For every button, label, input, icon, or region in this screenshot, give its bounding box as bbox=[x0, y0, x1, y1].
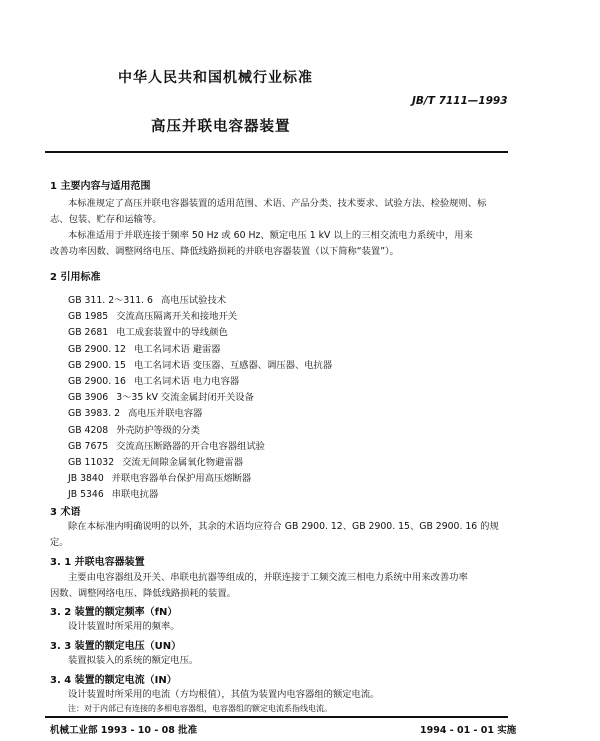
term-3-4-heading: 3. 4 装置的额定电流（IN） bbox=[50, 675, 177, 686]
section-1-para2-line2: 改善功率因数、调整网络电压、降低线路损耗的并联电容器装置（以下简称“装置”）。 bbox=[50, 246, 399, 257]
reference-title: 外壳防护等级的分类 bbox=[116, 424, 200, 436]
section-1-para1-line2: 志、包装、贮存和运输等。 bbox=[50, 214, 162, 225]
reference-item bbox=[68, 293, 332, 309]
reference-item bbox=[68, 439, 332, 455]
reference-title: 串联电抗器 bbox=[111, 489, 159, 501]
term-3-4-text: 设计装置时所采用的电流（方均根值），其值为装置内电容器组的额定电流。 bbox=[68, 689, 380, 700]
term-3-2-heading: 3. 2 装置的额定频率（fN） bbox=[50, 607, 178, 618]
reference-item bbox=[68, 325, 332, 341]
reference-item bbox=[68, 358, 332, 374]
reference-title: 电工成套装置中的导线颜色 bbox=[116, 327, 228, 339]
reference-item bbox=[68, 309, 332, 325]
reference-title: 高电压试验技术 bbox=[160, 295, 227, 306]
reference-item bbox=[68, 390, 332, 406]
term-3-3-text: 装置拟装入的系统的额定电压。 bbox=[68, 655, 199, 666]
section-1-para2-line1: 本标准适用于并联连接于频率 50 Hz 或 60 Hz、额定电压 1 kV 以上的三相交流电力系统中，用来 bbox=[68, 230, 473, 241]
reference-title: 电工名词术语 避雷器 bbox=[133, 343, 221, 355]
reference-list bbox=[68, 293, 332, 504]
term-3-3-heading: 3. 3 装置的额定电压（UN） bbox=[50, 641, 182, 652]
standard-body-heading: 中华人民共和国机械行业标准 bbox=[118, 70, 313, 86]
reference-code: GB 1985 bbox=[68, 311, 109, 323]
reference-code: GB 11032 bbox=[68, 457, 115, 469]
footer-rule bbox=[45, 716, 508, 718]
reference-item bbox=[68, 455, 332, 471]
term-note: 注：对于内部已有连接的多相电容器组，电容器组的额定电流系指线电流。 bbox=[68, 704, 332, 713]
section-3-heading: 3 术语 bbox=[50, 507, 81, 518]
reference-code: GB 2900. 12 bbox=[68, 343, 126, 355]
reference-title: 电工名词术语 变压器、互感器、调压器、电抗器 bbox=[133, 359, 333, 371]
document-title: 高压并联电容器装置 bbox=[151, 119, 291, 135]
reference-code: JB 5346 bbox=[68, 489, 104, 501]
reference-title: 高电压并联电容器 bbox=[128, 408, 203, 420]
reference-code: GB 2900. 15 bbox=[68, 359, 126, 371]
reference-code: GB 311. 2～311. 6 bbox=[68, 295, 153, 306]
reference-code: GB 2681 bbox=[68, 327, 109, 339]
reference-item bbox=[68, 423, 332, 439]
reference-code: GB 3983. 2 bbox=[68, 408, 121, 420]
term-3-1-line1: 主要由电容器组及开关、串联电抗器等组成的，并联连接于工频交流三相电力系统中用来改善功率 bbox=[68, 572, 468, 583]
term-3-1-heading: 3. 1 并联电容器装置 bbox=[50, 557, 145, 568]
header-rule bbox=[45, 151, 508, 153]
standard-number: JB/T 7111—1993 bbox=[412, 95, 508, 107]
reference-code: JB 3840 bbox=[68, 473, 104, 485]
reference-code: GB 2900. 16 bbox=[68, 376, 126, 388]
reference-title: 交流高压断路器的开合电容器组试验 bbox=[116, 440, 265, 452]
section-1-heading: 1 主要内容与适用范围 bbox=[50, 181, 151, 192]
reference-item bbox=[68, 487, 332, 503]
reference-title: 并联电容器单台保护用高压熔断器 bbox=[111, 473, 252, 485]
section-3-intro-line2: 定。 bbox=[50, 537, 69, 548]
approval-date: 机械工业部 1993 - 10 - 08 批准 bbox=[50, 725, 198, 736]
reference-item bbox=[68, 471, 332, 487]
term-3-1-line2: 因数、调整网络电压、降低线路损耗的装置。 bbox=[50, 588, 236, 599]
reference-title: 电工名词术语 电力电容器 bbox=[133, 376, 240, 388]
reference-title: 交流无间隙金属氧化物避雷器 bbox=[122, 457, 243, 469]
reference-item bbox=[68, 342, 332, 358]
reference-item bbox=[68, 374, 332, 390]
section-3-intro-line1: 除在本标准内明确说明的以外，其余的术语均应符合 GB 2900. 12、GB 2900. 15、GB 2900. 16 的规 bbox=[68, 521, 499, 532]
reference-code: GB 7675 bbox=[68, 440, 109, 452]
reference-code: GB 4208 bbox=[68, 424, 109, 436]
reference-item bbox=[68, 406, 332, 422]
reference-code: GB 3906 bbox=[68, 392, 109, 404]
section-1-para1-line1: 本标准规定了高压并联电容器装置的适用范围、术语、产品分类、技术要求、试验方法、检验规则、标 bbox=[68, 198, 487, 209]
reference-title: 3～35 kV 交流金属封闭开关设备 bbox=[116, 392, 254, 404]
reference-title: 交流高压隔离开关和接地开关 bbox=[116, 311, 238, 323]
implementation-date: 1994 - 01 - 01 实施 bbox=[420, 725, 517, 736]
term-3-2-text: 设计装置时所采用的频率。 bbox=[68, 621, 180, 632]
section-2-heading: 2 引用标准 bbox=[50, 272, 101, 283]
